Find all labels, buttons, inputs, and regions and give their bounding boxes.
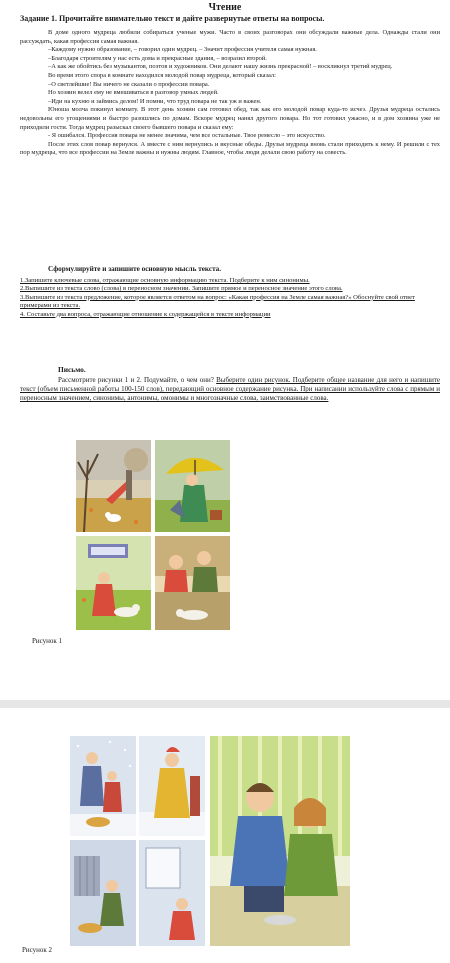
story-paragraph: –Каждому нужно образование, – говорил один мудрец. – Значит профессия учителя самая нужная. — [48, 46, 317, 54]
task-1-heading: Задание 1. Прочитайте внимательно текст и дайте развернутые ответы на вопросы. — [20, 14, 325, 23]
story-paragraph: Юноша молча покинул комнату. В этот день хозяин сам готовил обед, так как его молодой повар куда-то исчез. Друзья мудреца остались недовольны его угощениями и быстро разошлись по домам. Вскоре мудрец нанял другого повара. Но тот готовил ужасно, и в дом хозяина уже не приходили гости. Тогда мудрец разыскал своего бывшего повара и сказал ему: — [20, 106, 440, 131]
letter-heading: Письмо. — [58, 365, 86, 374]
figure-1-caption: Рисунок 1 — [32, 637, 63, 645]
story-paragraph: После этих слов повар вернулся. А вместе с ним вернулись и вкусные обеды. Друзья мудреца вновь стали приходить к нему. И решили с тех пор мудрецы, что все профессии на Земле важны и нужны людям. Главное, чтобы люди делали свою работу на совесть. — [20, 140, 440, 157]
page-title: Чтение — [208, 2, 242, 13]
panel-children-radiator — [70, 840, 136, 946]
panel-girl-window — [139, 840, 205, 946]
task-item-1: 1.Запишите ключевые слова, отражающие основную информацию текста. Подберите к ним синонимы. — [20, 277, 310, 284]
story-paragraph: –А как же обойтись без музыкантов, поэтов и художников. Они делают нашу жизнь прекрасной! – воскликнул третий мудрец. — [48, 63, 393, 71]
task-items — [20, 277, 440, 319]
panel-family — [155, 536, 230, 630]
figure-2-caption: Рисунок 2 — [22, 946, 53, 954]
main-idea-heading: Сформулируйте и запишите основную мысль текста. — [48, 265, 222, 273]
story-paragraph: Во время этого спора в комнате находился молодой повар мудреца, который сказал: — [48, 71, 276, 79]
task-item-2: 2.Выпишите из текста слово (слова) в переносном значении. Запишите прямое и переносное значение этого слова. — [20, 285, 343, 293]
task-item-4: 4. Составьте два вопроса, отражающие отношение к содержащейся в тексте информации — [20, 310, 271, 318]
panel-autumn-park — [76, 440, 151, 532]
panel-woman-with-dog — [76, 536, 151, 630]
story-paragraph: В доме одного мудреца любили собираться ученые мужи. Часто в своих разговорах они обсуждали важные дела. Однажды стали они рассуждать, какая профессия самая важная. — [20, 29, 440, 45]
panel-winter-street — [70, 736, 136, 836]
story-paragraph: - Я ошибался. Профессия повара не менее значима, чем все остальные. Твое ремесло – это искусство. — [48, 132, 326, 140]
story-paragraph: –О светлейшие! Вы ничего не сказали о профессии повара. — [48, 80, 210, 88]
panel-umbrella-woman — [155, 440, 230, 532]
letter-instructions — [20, 376, 440, 404]
story-text — [20, 29, 440, 158]
letter-text-underlined: Выберите один рисунок. Подберите общее название для него и напишите текст (объем письменной работы 100-150 слов), передающий основное содержание рисунка. При написании используйте слова с прямым и переносным значением, синонимы, антонимы, омонимы и многозначные слова, заимствованные слова. — [20, 376, 440, 403]
figure-2-children-illustration — [210, 736, 350, 946]
story-paragraph: Но хозяин велел ему не вмешиваться в разговор умных людей. — [48, 89, 219, 97]
document-page-2 — [0, 708, 450, 963]
figure-2-comic-illustration — [70, 736, 205, 946]
letter-text: Рассмотрите рисунки 1 и 2. Подумайте, о чем они? — [58, 376, 217, 384]
task-item-3: 3.Выпишите из текста предложение, которое является ответом на вопрос: «Какая профессия на Земле самая важная?» Обоснуйте свой ответ примерами из текста. — [20, 293, 415, 310]
page-separator — [0, 700, 450, 708]
story-paragraph: –Иди на кухню и займись делом! И помни, что труд повара не так уж и важен. — [48, 97, 262, 105]
panel-girl-yellow-coat — [139, 736, 205, 836]
figure-1-illustration — [76, 440, 230, 630]
story-paragraph: –Благодаря строителям у нас есть дома и прекрасные здания, – возразил второй. — [48, 54, 267, 62]
